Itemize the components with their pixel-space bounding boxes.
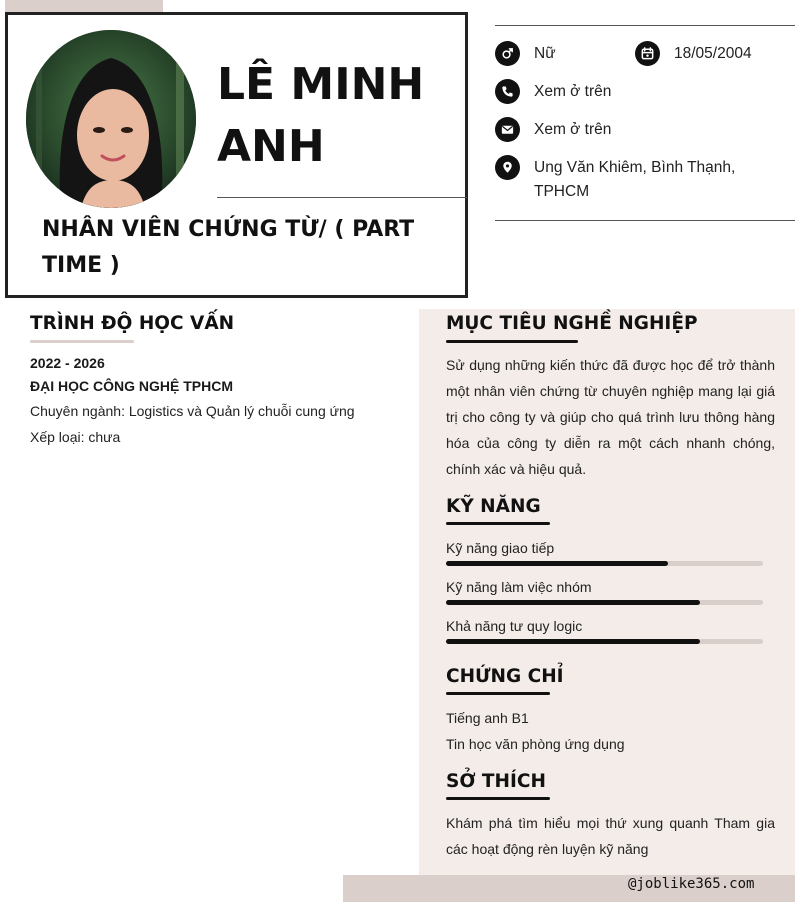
skill-bar	[446, 639, 763, 644]
section-underline	[446, 797, 550, 800]
contact-phone	[495, 80, 611, 104]
section-underline	[30, 340, 134, 343]
email-icon	[495, 117, 520, 142]
location-icon	[495, 155, 520, 180]
objective-title: MỤC TIÊU NGHỀ NGHIỆP	[446, 313, 698, 334]
calendar-icon	[635, 41, 660, 66]
contact-gender	[495, 42, 556, 66]
section-underline	[446, 340, 578, 343]
skill-bar	[446, 600, 763, 605]
education-title: TRÌNH ĐỘ HỌC VẤN	[30, 313, 235, 334]
skill-label: Kỹ năng giao tiếp	[446, 540, 555, 556]
certificates-title: CHỨNG CHỈ	[446, 666, 564, 687]
phone-icon	[495, 79, 520, 104]
education-grade: Xếp loại: chưa	[30, 429, 121, 445]
skill-bar-fill	[446, 561, 668, 566]
skill-label: Khả năng tư quy logic	[446, 618, 583, 634]
objective-text: Sử dụng những kiến thức đã được học để trở thành một nhân viên chứng từ chuyên nghiệp mang lại giá trị cho công ty và giúp cho quá trình lưu thông hàng hóa của công ty diễn ra một cách nhanh chóng, chính xác và hiệu quả.	[446, 357, 775, 477]
certificate-item: Tiếng anh B1	[446, 710, 529, 726]
gender-text: Nữ	[534, 45, 556, 62]
email-text: Xem ở trên	[534, 121, 612, 138]
section-underline	[446, 522, 550, 525]
contact-address	[495, 156, 745, 204]
profile-name: LÊ MINH ANH	[217, 59, 425, 172]
footer-watermark: @joblike365.com	[628, 876, 755, 892]
avatar	[26, 30, 196, 208]
skill-bar-fill	[446, 600, 700, 605]
skill-label: Kỹ năng làm việc nhóm	[446, 579, 592, 595]
skills-title: KỸ NĂNG	[446, 496, 541, 517]
address-text: Ung Văn Khiêm, Bình Thạnh, TPHCM	[534, 159, 736, 200]
section-underline	[446, 692, 550, 695]
education-major: Chuyên ngành: Logistics và Quản lý chuỗi cung ứng	[30, 403, 355, 419]
gender-icon	[495, 41, 520, 66]
job-position: NHÂN VIÊN CHỨNG TỪ/ ( PART TIME )	[42, 217, 415, 278]
contact-email	[495, 118, 611, 142]
divider	[495, 25, 795, 26]
education-years: 2022 - 2026	[30, 355, 105, 371]
hobbies-title: SỞ THÍCH	[446, 771, 546, 792]
birthdate-text: 18/05/2004	[674, 45, 752, 62]
skill-bar-fill	[446, 639, 700, 644]
certificate-item: Tin học văn phòng ứng dụng	[446, 736, 625, 752]
skill-bar	[446, 561, 763, 566]
divider	[495, 220, 795, 221]
education-school: ĐẠI HỌC CÔNG NGHỆ TPHCM	[30, 378, 233, 394]
hobbies-text: Khám phá tìm hiểu mọi thứ xung quanh Tham gia các hoạt động rèn luyện kỹ năng	[446, 815, 775, 857]
divider	[217, 197, 467, 198]
phone-text: Xem ở trên	[534, 83, 612, 100]
contact-birthdate	[635, 42, 752, 66]
